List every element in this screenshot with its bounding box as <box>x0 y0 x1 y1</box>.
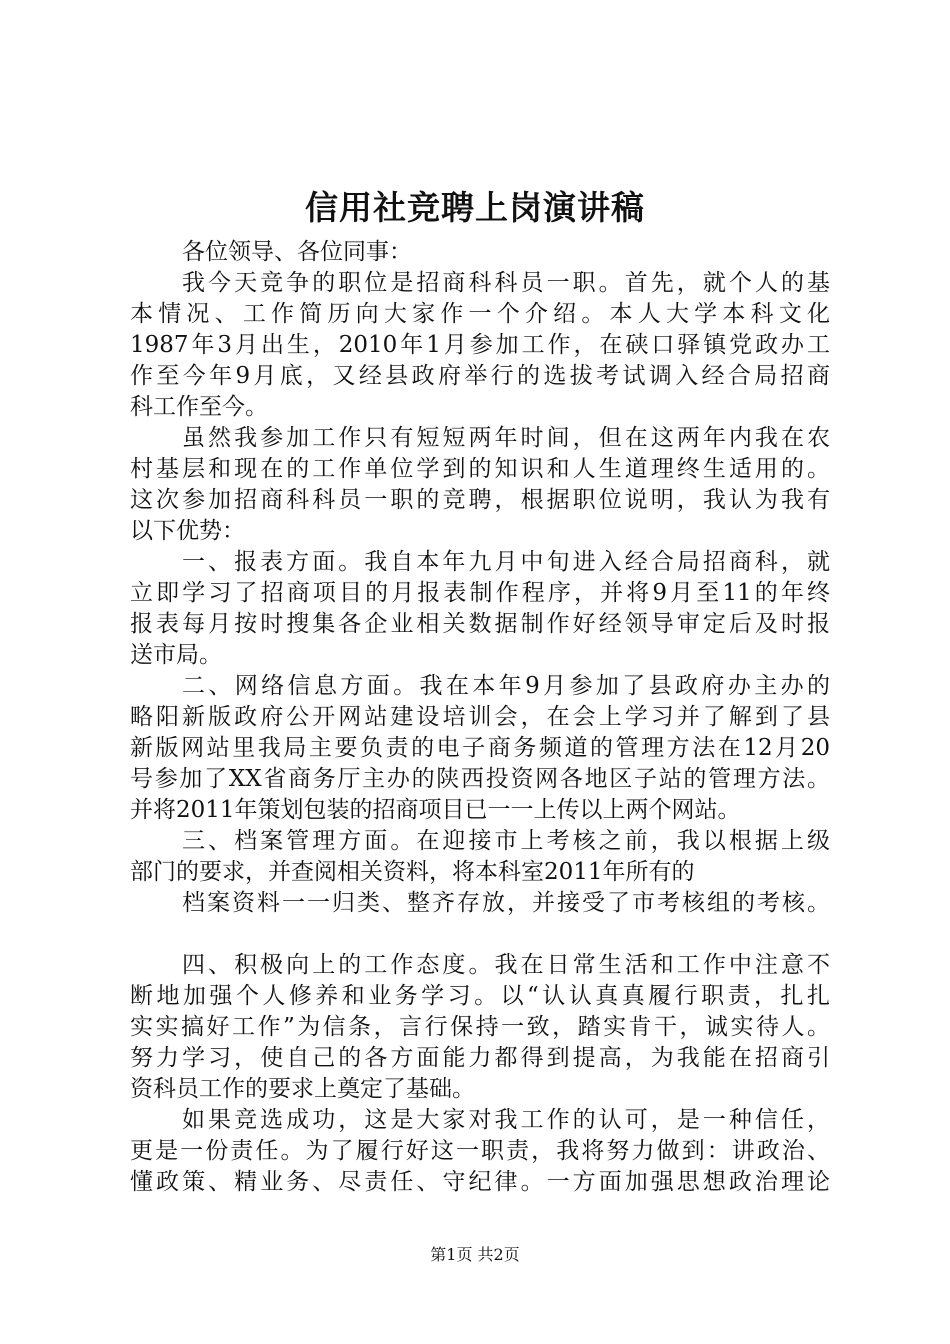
text-line: 本情况、工作简历向大家作一个介绍。本人大学本科文化 <box>130 301 830 327</box>
text-line: 如果竞选成功，这是大家对我工作的认可，是一种信任， <box>182 1107 830 1133</box>
text-line: 实实搞好工作”为信条，言行保持一致，踏实肯干，诚实待人。 <box>130 1014 830 1040</box>
text-line: 送市局。 <box>130 642 222 668</box>
text-line: 三、档案管理方面。在迎接市上考核之前，我以根据上级 <box>182 828 830 854</box>
text-line: 虽然我参加工作只有短短两年时间，但在这两年内我在农 <box>182 425 830 451</box>
document-title: 信用社竞聘上岗演讲稿 <box>305 188 645 227</box>
text-line: 作至今年9月底，又经县政府举行的选拔考试调入经合局招商 <box>130 363 830 389</box>
text-line: 以下优势： <box>130 518 245 544</box>
text-line: 一、报表方面。我自本年九月中旬进入经合局招商科，就 <box>182 549 830 575</box>
text-line: 1987年3月出生，2010年1月参加工作，在硖口驿镇党政办工 <box>130 332 830 358</box>
text-line: 懂政策、精业务、尽责任、守纪律。一方面加强思想政治理论 <box>130 1169 830 1195</box>
salutation-line: 各位领导、各位同事： <box>182 239 412 265</box>
text-line: 号参加了XX省商务厅主办的陕西投资网各地区子站的管理方法。 <box>130 766 830 792</box>
text-line: 更是一份责任。为了履行好这一职责，我将努力做到：讲政治、 <box>130 1138 830 1164</box>
text-line: 科工作至今。 <box>130 394 268 420</box>
text-line: 二、网络信息方面。我在本年9月参加了县政府办主办的 <box>182 673 830 699</box>
text-line: 并将2011年策划包装的招商项目已一一上传以上两个网站。 <box>130 797 741 823</box>
text-line: 报表每月按时搜集各企业相关数据制作好经领导审定后及时报 <box>130 611 830 637</box>
text-line: 资科员工作的要求上奠定了基础。 <box>130 1076 475 1102</box>
text-line: 我今天竞争的职位是招商科科员一职。首先，就个人的基 <box>182 270 830 296</box>
text-line: 努力学习，使自己的各方面能力都得到提高，为我能在招商引 <box>130 1045 830 1071</box>
text-line: 略阳新版政府公开网站建设培训会，在会上学习并了解到了县 <box>130 704 830 730</box>
text-line: 立即学习了招商项目的月报表制作程序，并将9月至11的年终 <box>130 580 830 606</box>
text-line: 这次参加招商科科员一职的竞聘，根据职位说明，我认为我有 <box>130 487 830 513</box>
text-line: 档案资料一一归类、整齐存放，并接受了市考核组的考核。 <box>182 890 830 916</box>
text-line: 断地加强个人修养和业务学习。以“认认真真履行职责，扎扎 <box>130 983 830 1009</box>
text-line: 部门的要求，并查阅相关资料，将本科室2011年所有的 <box>130 859 695 885</box>
page-footer: 第1页 共2页 <box>430 1245 520 1264</box>
text-line: 村基层和现在的工作单位学到的知识和人生道理终生适用的。 <box>130 456 830 482</box>
text-line: 四、积极向上的工作态度。我在日常生活和工作中注意不 <box>182 952 830 978</box>
text-line: 新版网站里我局主要负责的电子商务频道的管理方法在12月20 <box>130 735 830 761</box>
